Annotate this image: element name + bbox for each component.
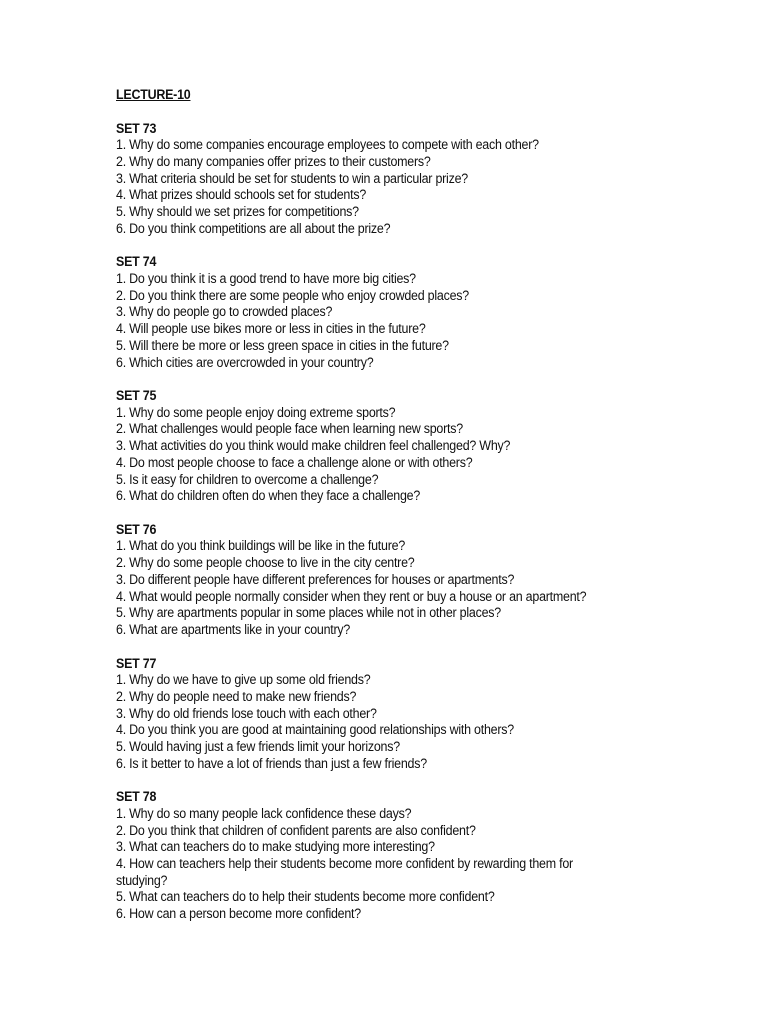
- question-item: 5. What can teachers do to help their students become more confident?: [116, 889, 495, 905]
- question-item: 5. Why should we set prizes for competitions?: [116, 204, 359, 220]
- question-item: 5. Will there be more or less green space in cities in the future?: [116, 337, 449, 353]
- question-item: 1. What do you think buildings will be like in the future?: [116, 538, 406, 554]
- question-item: 2. Why do many companies offer prizes to their customers?: [116, 154, 431, 170]
- question-item: 3. Why do people go to crowded places?: [116, 304, 333, 320]
- set-heading: SET 73: [116, 120, 157, 136]
- set-78: [116, 789, 693, 923]
- lecture-title: LECTURE-10: [116, 87, 191, 102]
- set-heading: SET 77: [116, 655, 157, 671]
- question-item: 1. Why do some companies encourage employees to compete with each other?: [116, 137, 539, 153]
- question-item: 1. Why do we have to give up some old friends?: [116, 672, 371, 688]
- set-heading: SET 76: [116, 521, 157, 537]
- question-item: 6. What do children often do when they face a challenge?: [116, 488, 421, 504]
- set-77: [116, 656, 693, 773]
- question-item: 3. Why do old friends lose touch with each other?: [116, 705, 377, 721]
- question-item: 5. Is it easy for children to overcome a challenge?: [116, 471, 379, 487]
- question-item: 1. Why do so many people lack confidence these days?: [116, 805, 412, 821]
- question-item: 4. Will people use bikes more or less in cities in the future?: [116, 321, 426, 337]
- set-75: [116, 388, 693, 505]
- set-76: [116, 522, 693, 639]
- question-item: 2. Why do some people choose to live in the city centre?: [116, 555, 415, 571]
- question-item: 6. Do you think competitions are all about the prize?: [116, 220, 391, 236]
- question-item: 3. Do different people have different preferences for houses or apartments?: [116, 571, 515, 587]
- question-item: 2. Why do people need to make new friends?: [116, 688, 357, 704]
- question-item: 1. Do you think it is a good trend to have more big cities?: [116, 271, 416, 287]
- question-item: 1. Why do some people enjoy doing extreme sports?: [116, 404, 396, 420]
- question-item: 4. What would people normally consider when they rent or buy a house or an apartment?: [116, 588, 587, 604]
- question-item: 6. Which cities are overcrowded in your country?: [116, 354, 374, 370]
- set-heading: SET 75: [116, 388, 157, 404]
- set-heading: SET 74: [116, 254, 157, 270]
- question-item: 3. What activities do you think would make children feel challenged? Why?: [116, 438, 511, 454]
- set-heading: SET 78: [116, 789, 157, 805]
- question-item: 2. What challenges would people face when learning new sports?: [116, 421, 463, 437]
- question-item: 4. Do most people choose to face a challenge alone or with others?: [116, 454, 473, 470]
- question-item: 5. Why are apartments popular in some places while not in other places?: [116, 605, 501, 621]
- question-item: 4. How can teachers help their students become more confident by rewarding them for studying?: [116, 856, 573, 888]
- question-item: 2. Do you think that children of confident parents are also confident?: [116, 822, 476, 838]
- question-item: 6. What are apartments like in your country?: [116, 622, 351, 637]
- set-74: [116, 254, 693, 371]
- question-item: 6. Is it better to have a lot of friends than just a few friends?: [116, 755, 427, 771]
- question-item: 5. Would having just a few friends limit your horizons?: [116, 739, 400, 754]
- set-73: [116, 121, 693, 238]
- question-item: 6. How can a person become more confident?: [116, 906, 361, 922]
- question-item: 3. What criteria should be set for students to win a particular prize?: [116, 170, 468, 186]
- question-item: 4. Do you think you are good at maintaining good relationships with others?: [116, 722, 514, 738]
- question-item: 2. Do you think there are some people who enjoy crowded places?: [116, 287, 469, 303]
- document-page: [116, 87, 693, 940]
- question-item: 4. What prizes should schools set for students?: [116, 187, 367, 203]
- question-item: 3. What can teachers do to make studying more interesting?: [116, 839, 435, 855]
